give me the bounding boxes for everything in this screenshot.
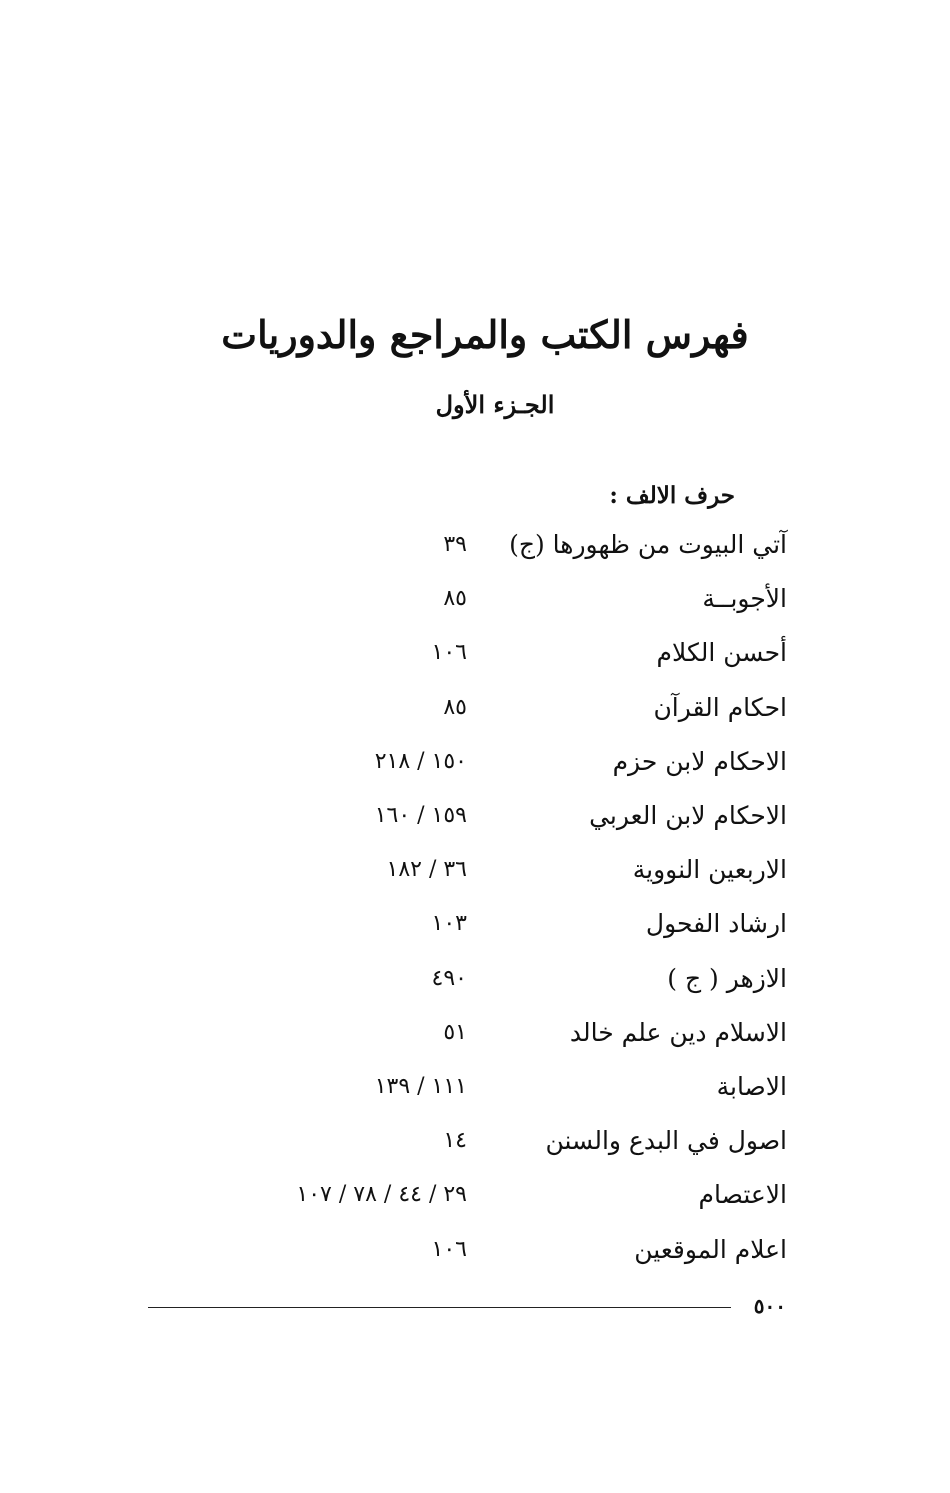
entry-pages: ٢٩ / ٤٤ / ٧٨ / ١٠٧ — [296, 1182, 467, 1207]
page-number: ٥٠٠ — [753, 1294, 786, 1318]
entry-title: الاحكام لابن العربي — [589, 801, 787, 830]
entry-pages: ٣٩ — [443, 532, 467, 557]
page-title: فهرس الكتب والمراجع والدوريات — [221, 312, 749, 357]
entry-title: الاصابة — [716, 1072, 787, 1101]
index-entry — [0, 1126, 950, 1166]
entry-title: احكام القرآن — [653, 693, 787, 722]
entry-pages: ١٤ — [443, 1128, 467, 1153]
entry-title: الاربعين النووية — [632, 855, 787, 884]
section-heading: حرف الالف : — [609, 482, 735, 509]
index-entry — [0, 855, 950, 895]
entry-pages: ٥١ — [443, 1020, 467, 1045]
index-entry — [0, 693, 950, 733]
entry-pages: ١٠٦ — [431, 1237, 467, 1262]
index-entry — [0, 747, 950, 787]
entry-title: ارشاد الفحول — [645, 909, 787, 938]
entry-pages: ١١١ / ١٣٩ — [374, 1074, 467, 1099]
index-entry — [0, 909, 950, 949]
index-entry — [0, 530, 950, 570]
entry-title: آتي البيوت من ظهورها (ج) — [509, 530, 787, 559]
footer-divider — [148, 1307, 731, 1308]
entry-title: الاعتصام — [698, 1180, 787, 1209]
index-entry — [0, 1018, 950, 1058]
entry-title: الازهر ( ج ) — [667, 964, 787, 993]
entry-pages: ٤٩٠ — [431, 966, 467, 991]
entry-title: اعلام الموقعين — [634, 1235, 787, 1264]
volume-subtitle: الجـزء الأول — [435, 390, 555, 419]
entry-title: الأجوبــة — [702, 584, 787, 613]
entry-pages: ١٥٠ / ٢١٨ — [374, 749, 467, 774]
entry-pages: ١٥٩ / ١٦٠ — [374, 803, 467, 828]
index-entry — [0, 1235, 950, 1275]
index-entry — [0, 1180, 950, 1220]
entry-pages: ٨٥ — [443, 695, 467, 720]
index-entry — [0, 638, 950, 678]
entry-title: أحسن الكلام — [656, 638, 787, 667]
entry-title: الاسلام دين علم خالد — [569, 1018, 787, 1047]
entry-title: اصول في البدع والسنن — [545, 1126, 787, 1155]
entry-pages: ٣٦ / ١٨٢ — [386, 857, 467, 882]
entry-pages: ١٠٦ — [431, 640, 467, 665]
index-entry — [0, 964, 950, 1004]
entry-pages: ٨٥ — [443, 586, 467, 611]
index-entry — [0, 1072, 950, 1112]
index-entry — [0, 584, 950, 624]
entry-pages: ١٠٣ — [431, 911, 467, 936]
index-entry — [0, 801, 950, 841]
entry-title: الاحكام لابن حزم — [612, 747, 787, 776]
